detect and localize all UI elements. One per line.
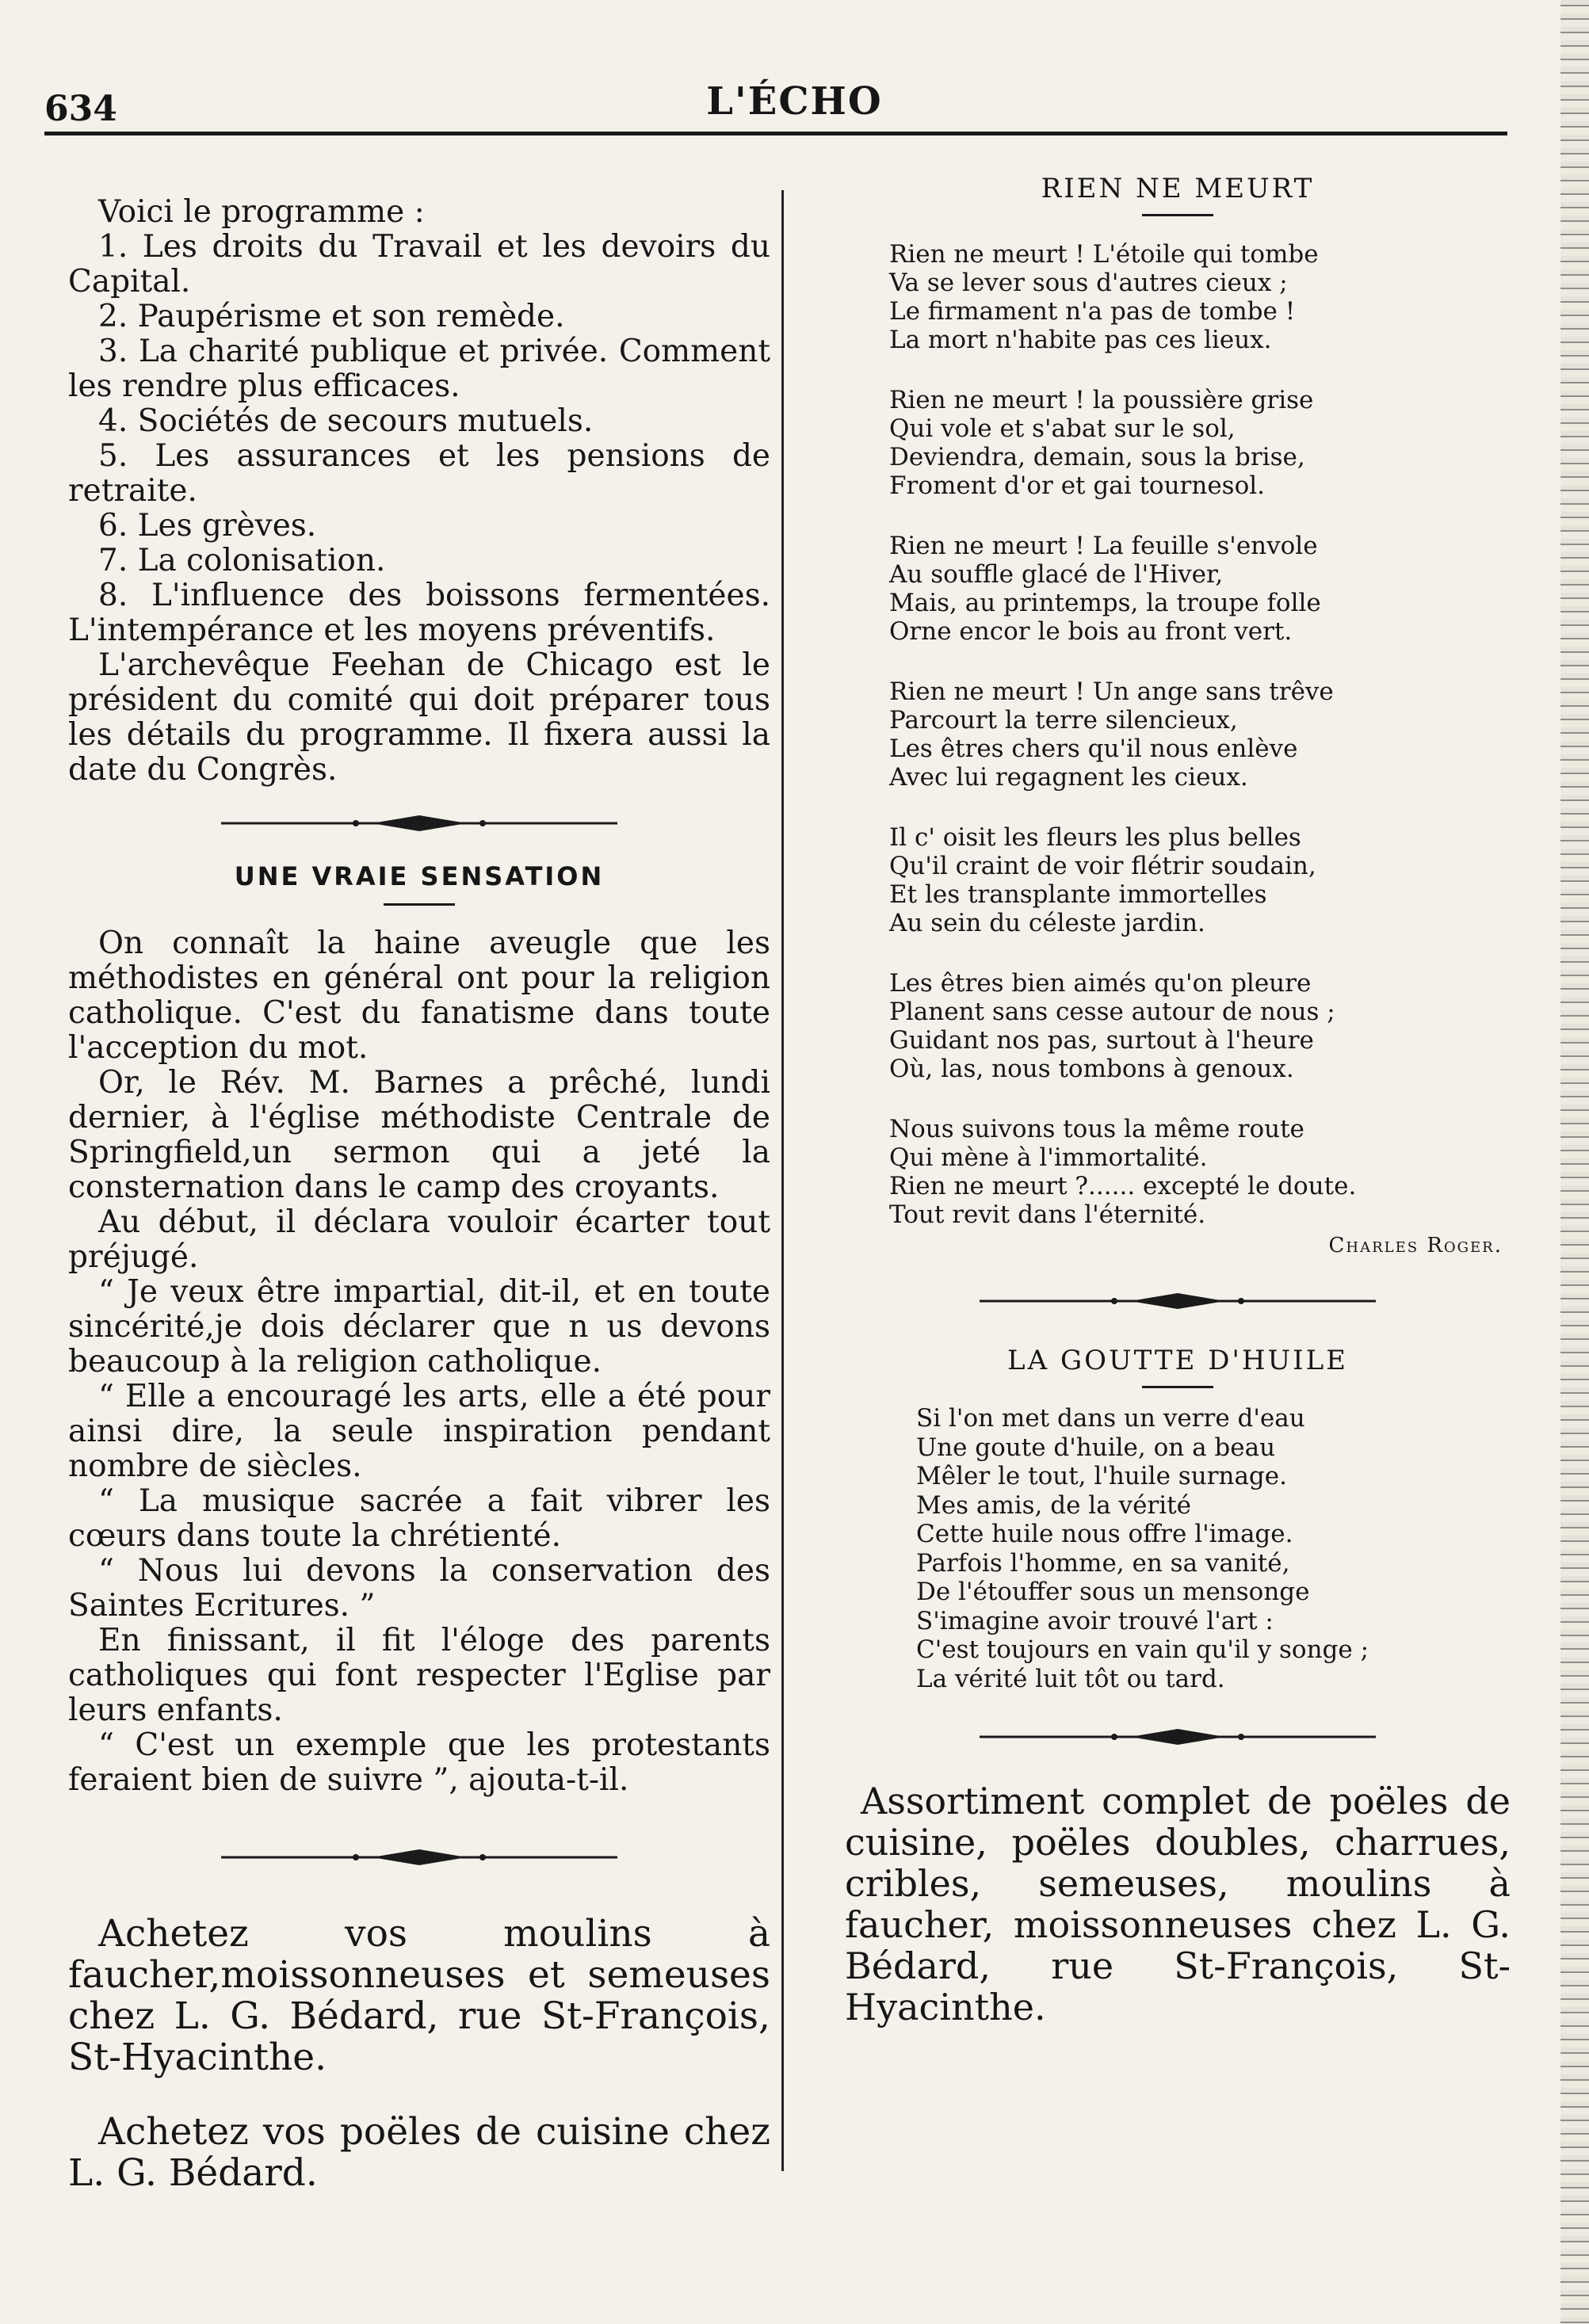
poem-line: S'imagine avoir trouvé l'art : (916, 1606, 1274, 1635)
poem-line: Qui mène à l'immortalité. (889, 1143, 1208, 1172)
article-paragraph: En finissant, il fit l'éloge des parents catholiques qui font respecter l'Eglise par leurs enfants. (68, 1623, 770, 1728)
poem-line: Il c' oisit les fleurs les plus belles (889, 823, 1301, 852)
poem-line: Rien ne meurt ! L'étoile qui tombe (889, 240, 1319, 269)
program-item: 2. Paupérisme et son remède. (98, 299, 565, 334)
page-number: 634 (44, 89, 117, 129)
article-paragraph: “ Je veux être impartial, dit-il, et en toute sincérité,je dois déclarer que n us devons beaucoup à la religion catholique. (68, 1274, 770, 1380)
poem-line: Une goute d'huile, on a beau (916, 1433, 1276, 1462)
program-item: 8. L'influence des boissons fermentées. L'intempérance et les moyens préventifs. (68, 578, 770, 648)
poem-title: RIEN NE MEURT (1041, 173, 1315, 204)
ad-paragraph: Assortiment complet de poëles de cuisine, poëles doubles, charrues, cribles, semeuses, moulins à faucher, moissonneuses chez L. G. Bédard, rue St-François, St-Hyacinthe. (845, 1780, 1511, 2028)
poem-line: Si l'on met dans un verre d'eau (916, 1404, 1305, 1433)
advertisement-right (845, 1780, 1511, 2028)
poem-line: C'est toujours en vain qu'il y songe ; (916, 1635, 1369, 1664)
poem-line: Avec lui regagnent les cieux. (889, 763, 1248, 792)
poem-line: Parcourt la terre silencieux, (889, 706, 1238, 735)
program-item: 4. Sociétés de secours mutuels. (98, 403, 594, 439)
ad-paragraph: Achetez vos moulins à faucher,moissonneuses et semeuses chez L. G. Bédard, rue St-François, St-Hyacinthe. (68, 1912, 770, 2079)
poem-line: Va se lever sous d'autres cieux ; (889, 269, 1288, 297)
advertisement-left (68, 1914, 770, 2194)
article-body (68, 926, 770, 1798)
ornament-divider (980, 1725, 1376, 1749)
ornament-divider (221, 811, 617, 835)
poem-line: De l'étouffer sous un mensonge (916, 1578, 1310, 1606)
ornament-divider (221, 1845, 617, 1869)
poem-line: Et les transplante immortelles (889, 880, 1267, 909)
article-paragraph: “ C'est un exemple que les protestants feraient bien de suivre ”, ajouta-t-il. (68, 1727, 770, 1798)
poem-line: Guidant nos pas, surtout à l'heure (889, 1026, 1314, 1055)
poem-line: Deviendra, demain, sous la brise, (889, 443, 1305, 471)
poem-stanza (889, 969, 1511, 1083)
masthead-title: L'ÉCHO (706, 79, 883, 124)
article-paragraph: “ La musique sacrée a fait vibrer les cœurs dans toute la chrétienté. (68, 1483, 770, 1554)
poem-line: Au souffle glacé de l'Hiver, (889, 560, 1224, 589)
poem-line: Qu'il craint de voir flétrir soudain, (889, 852, 1316, 880)
program-list (68, 230, 770, 648)
header-rule (44, 132, 1507, 135)
program-item: 5. Les assurances et les pensions de retraite. (68, 438, 770, 509)
poem-line: Rien ne meurt ! la poussière grise (889, 386, 1314, 414)
poem-line: Froment d'or et gai tournesol. (889, 471, 1266, 500)
ornament-divider (980, 1289, 1376, 1313)
title-underline (1142, 1386, 1213, 1388)
program-section (68, 195, 770, 788)
poem-line: Le firmament n'a pas de tombe ! (889, 297, 1296, 326)
poem-line: Rien ne meurt ! La feuille s'envole (889, 532, 1318, 560)
poem-line: Mes amis, de la vérité (916, 1490, 1191, 1520)
article-paragraph: “ Nous lui devons la conservation des Saintes Ecritures. ” (68, 1553, 770, 1624)
poem-line: Les êtres bien aimés qu'on pleure (889, 969, 1312, 998)
poem-stanza (889, 240, 1511, 354)
poem-line: Planent sans cesse autour de nous ; (889, 998, 1335, 1026)
poem-line: Où, las, nous tombons à genoux. (889, 1055, 1294, 1083)
poem-body (916, 1404, 1511, 1693)
poem-line: Qui vole et s'abat sur le sol, (889, 414, 1236, 443)
title-underline (1142, 214, 1213, 216)
program-item: 7. La colonisation. (98, 543, 386, 578)
poem-line: Rien ne meurt ?...... excepté le doute. (889, 1172, 1357, 1200)
poem-line: Orne encor le bois au front vert. (889, 617, 1293, 646)
program-item: 3. La charité publique et privée. Comment les rendre plus efficaces. (68, 334, 770, 404)
title-underline (384, 903, 455, 906)
program-intro: Voici le programme : (98, 194, 425, 230)
poem-stanza (889, 677, 1511, 792)
poem-line: Mais, au printemps, la troupe folle (889, 589, 1321, 617)
article-paragraph: Au début, il déclara vouloir écarter tout préjugé. (68, 1204, 770, 1275)
column-divider (781, 190, 784, 2171)
poem-line: Rien ne meurt ! Un ange sans trêve (889, 677, 1334, 706)
program-item: 1. Les droits du Travail et les devoirs du Capital. (68, 229, 770, 300)
article-paragraph: On connaît la haine aveugle que les méthodistes en général ont pour la religion catholique. C'est du fanatisme dans toute l'acception du mot. (68, 925, 770, 1066)
poem-author: Charles Roger. (1328, 1234, 1503, 1257)
program-closing: L'archevêque Feehan de Chicago est le président du comité qui doit préparer tous les détails du programme. Il fixera aussi la date du Congrès. (68, 647, 770, 788)
poem-line: Tout revit dans l'éternité. (889, 1200, 1206, 1229)
poem-line: Les êtres chers qu'il nous enlève (889, 735, 1298, 763)
poem-stanza (889, 1115, 1511, 1229)
poem-stanza (889, 386, 1511, 500)
article-title: UNE VRAIE SENSATION (234, 861, 605, 891)
poem-line: Nous suivons tous la même route (889, 1115, 1304, 1143)
left-column (68, 195, 770, 2227)
poem-line: Mêler le tout, l'huile surnage. (916, 1462, 1287, 1490)
poem-stanza (889, 823, 1511, 937)
poem-line: La mort n'habite pas ces lieux. (889, 326, 1272, 354)
article-paragraph: “ Elle a encouragé les arts, elle a été pour ainsi dire, la seule inspiration pendant nombre de siècles. (68, 1379, 770, 1484)
article-paragraph: Or, le Rév. M. Barnes a prêché, lundi dernier, à l'église méthodiste Centrale de Springfield,un sermon qui a jeté la consternation dans le camp des croyants. (68, 1065, 770, 1205)
poem-line: La vérité luit tôt ou tard. (916, 1664, 1225, 1693)
ad-paragraph: Achetez vos poëles de cuisine chez L. G. Bédard. (68, 2110, 770, 2195)
poem-line: Parfois l'homme, en sa vanité, (916, 1548, 1290, 1578)
poem-line: Au sein du céleste jardin. (889, 909, 1205, 937)
right-column (845, 173, 1511, 2028)
page-edge-stain (1560, 0, 1589, 2324)
program-item: 6. Les grèves. (98, 508, 317, 544)
poem-title: LA GOUTTE D'HUILE (1007, 1345, 1348, 1376)
poem-stanza (889, 532, 1511, 646)
poem-line: Cette huile nous offre l'image. (916, 1520, 1293, 1548)
